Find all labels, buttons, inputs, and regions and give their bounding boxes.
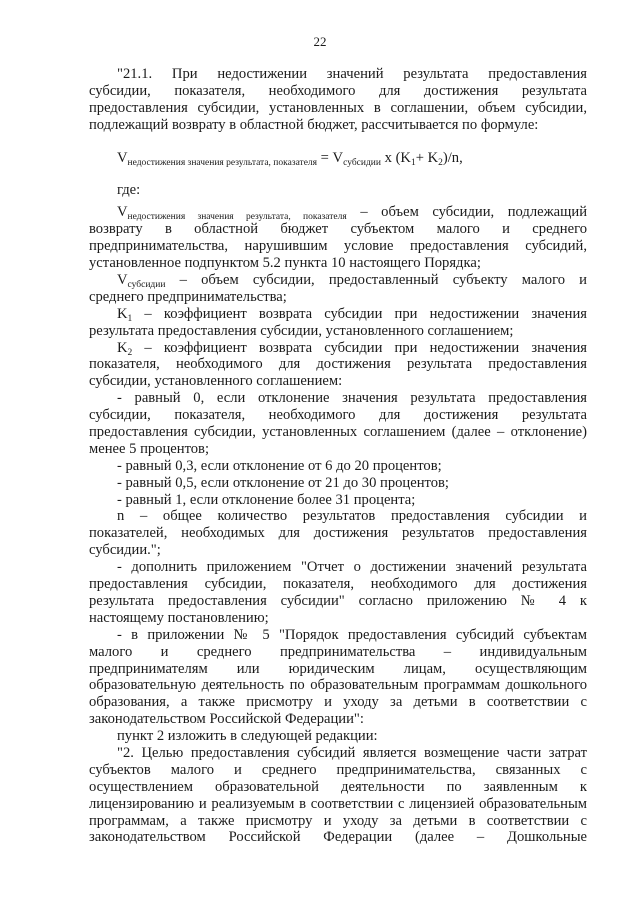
text-line: - дополнить приложением "Отчет о достижении значений результата (117, 559, 587, 576)
text-line: показателей, необходимых для достижения результатов предоставления (89, 525, 587, 542)
text-line: установленное подпунктом 5.2 пункта 10 настоящего Порядка; (89, 255, 481, 272)
text-line: предпринимательства, нарушившим условие предоставления субсидий, (89, 238, 587, 255)
text-line: - в приложении № 5 "Порядок предоставления субсидий субъектам (117, 626, 587, 643)
text-line: предоставления субсидии, установленных соглашением (далее – отклонение) (89, 424, 587, 441)
text-line: $V_{субсидии}$ – объем субсидии, предоставленный субъекту малого и (117, 272, 587, 291)
text-line: n – общее количество результатов предоставления субсидии и (117, 508, 587, 525)
formula-subscript: недостижения значения результата, показателя (127, 157, 318, 168)
text-line: $K_2$ – коэффициент возврата субсидии при недостижении значения (117, 339, 587, 358)
definition-n (89, 508, 587, 559)
text-line: результата предоставления субсидии" согласно приложению № 4 к (89, 592, 587, 609)
definition-v-recovery (89, 204, 587, 272)
text-line: законодательством Российской Федерации (далее – Дошкольные (89, 829, 587, 846)
text-line: законодательством Российской Федерации": (89, 711, 364, 728)
formula (89, 147, 587, 169)
text-line: осуществлением образовательной деятельности по заявленным к (89, 778, 587, 795)
text-line: предпринимателям или юридическим лицам, осуществляющим (89, 660, 587, 677)
paragraph-annex-5 (89, 627, 587, 728)
text-line: подлежащий возврату в областной бюджет, рассчитывается по формуле: (89, 116, 539, 133)
formula-symbol: = V (317, 149, 344, 166)
text-line: - равный 0, если отклонение значения результата предоставления (117, 390, 587, 407)
definition-k2 (89, 340, 587, 391)
text-line: "21.1. При недостижении значений результата предоставления (117, 66, 587, 82)
text-line: субъектов малого и среднего предпринимательства, связанных с (89, 761, 587, 778)
page-number: 22 (313, 34, 327, 49)
text-line: настоящему постановлению; (89, 609, 269, 626)
text-line: возврату в областной бюджет субъектом малого и среднего (89, 221, 587, 238)
formula-subscript: 2 (438, 157, 443, 168)
text-line: "2. Целью предоставления субсидий является возмещение части затрат (117, 744, 587, 761)
text-line: результата предоставления субсидии, установленного соглашением; (89, 322, 514, 339)
paragraph-appendix (89, 559, 587, 627)
text-line: образования, а также присмотру и уходу за детьми в соответствии с (89, 694, 587, 711)
where-label: где: (117, 181, 141, 198)
text-line: субсидии, показателя, необходимого для достижения результата (89, 82, 587, 99)
text-line: среднего предпринимательства; (89, 288, 287, 305)
list-item-zero (89, 390, 587, 458)
text-line: менее 5 процентов; (89, 440, 209, 457)
text-line: малого и среднего предпринимательства – индивидуальным (89, 643, 587, 660)
definition-v-subsidy (89, 272, 587, 306)
list-item: - равный 0,3, если отклонение от 6 до 20 процентов; (117, 457, 442, 474)
text-line: предоставления субсидии, установленных в соглашении, объем субсидии, (89, 99, 587, 116)
formula-symbol: x (K (380, 149, 411, 166)
text-line: субсидии."; (89, 542, 161, 559)
text-line: $V_{недостижения значения результата, показателя}$ – объем субсидии, подлежащий (117, 204, 588, 223)
formula-subscript: субсидии (343, 157, 381, 168)
list-item: - равный 0,5, если отклонение от 21 до 30 процентов; (117, 474, 449, 491)
list-item: - равный 1, если отклонение более 31 процента; (117, 491, 416, 508)
formula-symbol: )/n, (442, 149, 463, 166)
text-line: предоставления субсидии, показателя, необходимого для достижения (89, 576, 587, 593)
text-line: показателя, необходимого для достижения результата предоставления (89, 356, 587, 373)
document-body (89, 66, 587, 846)
formula-symbol: V (117, 149, 128, 166)
text-line: субсидии, показателя, необходимого для достижения результата (89, 407, 587, 424)
text-line: программам, а также присмотру и уходу за детьми в соответствии с (89, 812, 587, 829)
paragraph-21-1 (89, 66, 587, 134)
definition-k1 (89, 306, 587, 340)
text-line: субсидии, установленного соглашением: (89, 373, 343, 390)
point2-intro: пункт 2 изложить в следующей редакции: (117, 728, 378, 745)
text-line: $K_1$ – коэффициент возврата субсидии при недостижении значения (117, 305, 587, 324)
formula-subscript: 1 (410, 157, 416, 168)
formula-symbol: + K (415, 149, 439, 166)
text-line: лицензированию и реализуемым в соответствии с лицензией образовательным (89, 795, 587, 812)
paragraph-point-2 (89, 745, 587, 846)
text-line: образовательную деятельность по образовательным программам дошкольного (89, 677, 587, 694)
